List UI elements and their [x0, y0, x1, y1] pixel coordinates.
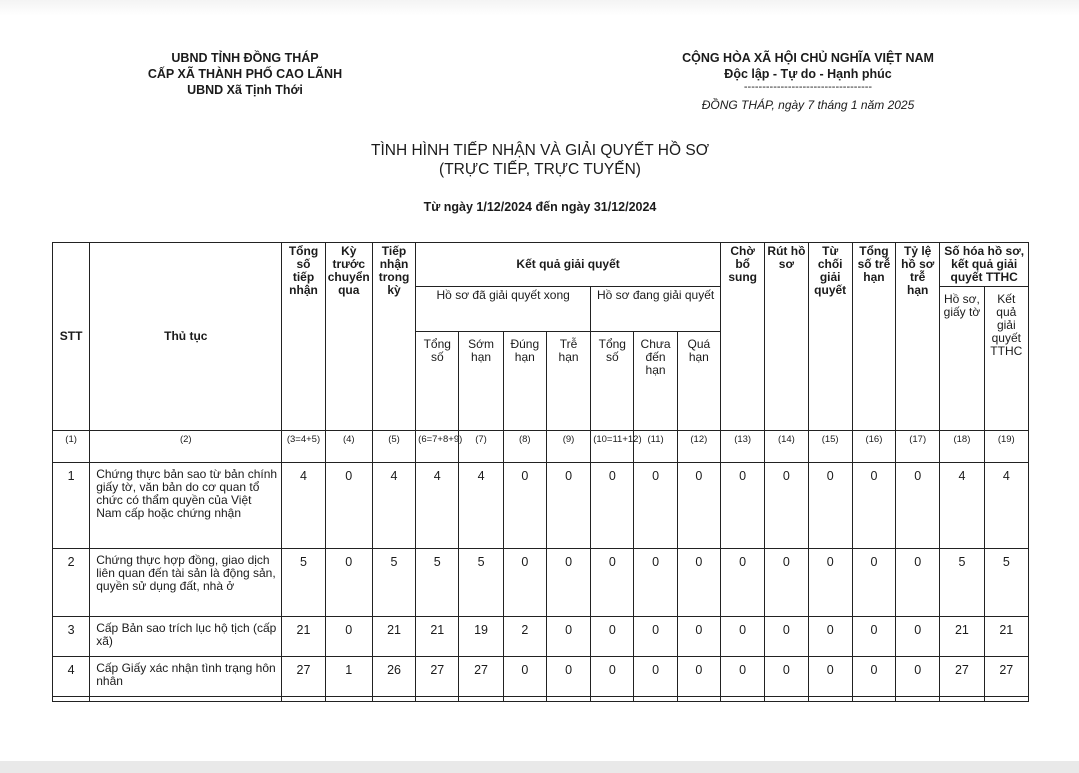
- column-number-cell: (10=11+12): [591, 431, 634, 463]
- row-value-cell: 5: [282, 549, 325, 617]
- row-value-cell: 0: [634, 549, 677, 617]
- table-row: [53, 463, 1029, 549]
- table-row: [53, 549, 1029, 617]
- table-body: [53, 463, 1029, 697]
- row-value-cell: 0: [591, 463, 634, 549]
- authority-line-2: CẤP XÃ THÀNH PHỐ CAO LÃNH: [147, 67, 343, 81]
- row-value-cell: 4: [372, 463, 415, 549]
- row-value-cell: 26: [372, 657, 415, 697]
- row-value-cell: 21: [282, 617, 325, 657]
- authority-line-3: UBND Xã Tịnh Thới: [187, 83, 303, 97]
- col-not-due-header: Chưa đến hạn: [634, 332, 677, 431]
- row-value-cell: 4: [984, 463, 1028, 549]
- column-number-cell: (18): [940, 431, 984, 463]
- row-value-cell: 21: [984, 617, 1028, 657]
- col-stt-header: STT: [53, 243, 90, 431]
- row-value-cell: 0: [591, 617, 634, 657]
- row-value-cell: 0: [677, 657, 720, 697]
- table-row: [53, 657, 1029, 697]
- row-value-cell: 0: [765, 657, 808, 697]
- document-date: ĐỒNG THÁP, ngày 7 tháng 1 năm 2025: [701, 98, 915, 112]
- row-value-cell: 0: [503, 657, 546, 697]
- report-title-line-1: TÌNH HÌNH TIẾP NHẬN VÀ GIẢI QUYẾT HỒ SƠ: [371, 142, 709, 159]
- row-value-cell: 0: [591, 657, 634, 697]
- row-value-cell: 0: [503, 463, 546, 549]
- row-value-cell: 27: [984, 657, 1028, 697]
- row-value-cell: 0: [852, 617, 895, 657]
- row-value-cell: 0: [808, 549, 852, 617]
- row-value-cell: 0: [546, 549, 590, 617]
- row-value-cell: 0: [808, 617, 852, 657]
- col-procedure-header: Thủ tục: [90, 243, 282, 431]
- column-number-cell: (15): [808, 431, 852, 463]
- row-value-cell: 0: [765, 463, 808, 549]
- national-motto-block: [650, 50, 966, 113]
- report-title: [200, 141, 880, 179]
- row-stt: 1: [53, 463, 90, 549]
- column-number-cell: (14): [765, 431, 808, 463]
- col-digitization-header: Số hóa hồ sơ, kết quả giải quyết TTHC: [940, 243, 1029, 287]
- column-number-cell: (7): [459, 431, 503, 463]
- row-value-cell: 0: [503, 549, 546, 617]
- col-on-time-header: Đúng hạn: [503, 332, 546, 431]
- row-value-cell: 0: [546, 463, 590, 549]
- row-value-cell: 0: [721, 549, 765, 617]
- row-value-cell: 0: [634, 657, 677, 697]
- column-number-row: [53, 431, 1029, 463]
- row-value-cell: 0: [325, 549, 372, 617]
- col-total-late-header: Tổng số trễ hạn: [852, 243, 895, 431]
- col-in-progress-total-header: Tổng số: [591, 332, 634, 431]
- row-value-cell: 21: [416, 617, 459, 657]
- row-stt: 3: [53, 617, 90, 657]
- row-value-cell: 0: [546, 617, 590, 657]
- row-value-cell: 0: [677, 617, 720, 657]
- row-value-cell: 0: [634, 463, 677, 549]
- col-total-received-header: Tổng số tiếp nhận: [282, 243, 325, 431]
- row-value-cell: 4: [282, 463, 325, 549]
- column-number-cell: (16): [852, 431, 895, 463]
- row-value-cell: 0: [721, 617, 765, 657]
- country-name: CỘNG HÒA XÃ HỘI CHỦ NGHĨA VIỆT NAM: [682, 51, 934, 65]
- row-procedure-name: Cấp Bản sao trích lục hộ tịch (cấp xã): [90, 617, 282, 657]
- authority-line-1: UBND TỈNH ĐỒNG THÁP: [171, 51, 319, 65]
- row-value-cell: 5: [416, 549, 459, 617]
- column-number-cell: (4): [325, 431, 372, 463]
- row-value-cell: 5: [372, 549, 415, 617]
- row-value-cell: 0: [721, 657, 765, 697]
- col-carried-over-header: Kỳ trước chuyển qua: [325, 243, 372, 431]
- row-value-cell: 0: [634, 617, 677, 657]
- row-value-cell: 0: [896, 617, 940, 657]
- row-value-cell: 27: [459, 657, 503, 697]
- report-title-line-2: (TRỰC TIẾP, TRỰC TUYẾN): [439, 161, 641, 178]
- row-value-cell: 0: [808, 463, 852, 549]
- issuing-authority-block: [140, 50, 350, 98]
- row-value-cell: 21: [372, 617, 415, 657]
- row-value-cell: 27: [282, 657, 325, 697]
- column-number-cell: (1): [53, 431, 90, 463]
- header-row-1: [53, 243, 1029, 287]
- col-received-in-period-header: Tiếp nhận trong kỳ: [372, 243, 415, 431]
- row-value-cell: 2: [503, 617, 546, 657]
- col-results-header: Kết quả giải quyết: [416, 243, 721, 287]
- row-value-cell: 4: [459, 463, 503, 549]
- viewer-bottom-edge: [0, 761, 1079, 773]
- row-procedure-name: Cấp Giấy xác nhận tình trạng hôn nhân: [90, 657, 282, 697]
- row-value-cell: 0: [721, 463, 765, 549]
- column-number-cell: (13): [721, 431, 765, 463]
- column-number-cell: (8): [503, 431, 546, 463]
- report-table: [52, 242, 1029, 702]
- row-value-cell: 0: [896, 657, 940, 697]
- row-value-cell: 27: [416, 657, 459, 697]
- row-value-cell: 21: [940, 617, 984, 657]
- row-value-cell: 5: [459, 549, 503, 617]
- column-number-cell: (6=7+8+9): [416, 431, 459, 463]
- row-value-cell: 0: [677, 549, 720, 617]
- row-value-cell: 4: [416, 463, 459, 549]
- motto-divider: -----------------------------------: [743, 81, 873, 93]
- row-value-cell: 0: [591, 549, 634, 617]
- row-value-cell: 0: [896, 463, 940, 549]
- blank-row: [53, 697, 1029, 702]
- row-value-cell: 0: [677, 463, 720, 549]
- report-period: Từ ngày 1/12/2024 đến ngày 31/12/2024: [423, 200, 657, 214]
- row-value-cell: 0: [325, 617, 372, 657]
- viewer-top-edge: [0, 0, 1079, 16]
- row-value-cell: 19: [459, 617, 503, 657]
- col-digitized-documents-header: Hồ sơ, giấy tờ: [940, 287, 984, 431]
- row-value-cell: 0: [852, 463, 895, 549]
- col-late-header: Trễ hạn: [546, 332, 590, 431]
- row-value-cell: 4: [940, 463, 984, 549]
- column-number-cell: (3=4+5): [282, 431, 325, 463]
- row-value-cell: 27: [940, 657, 984, 697]
- row-value-cell: 0: [808, 657, 852, 697]
- col-digitized-results-header: Kết quả giải quyết TTHC: [984, 287, 1028, 431]
- col-completed-group-header: Hồ sơ đã giải quyết xong: [416, 287, 591, 332]
- col-withdrawn-header: Rút hồ sơ: [765, 243, 808, 431]
- row-value-cell: 0: [765, 549, 808, 617]
- col-in-progress-group-header: Hồ sơ đang giải quyết: [591, 287, 721, 332]
- column-number-cell: (9): [546, 431, 590, 463]
- row-value-cell: 5: [984, 549, 1028, 617]
- row-procedure-name: Chứng thực bản sao từ bản chính giấy tờ, văn bản do cơ quan tổ chức có thẩm quyền của Việt Nam cấp hoặc chứng nhận: [90, 463, 282, 549]
- row-value-cell: 0: [852, 657, 895, 697]
- column-number-cell: (12): [677, 431, 720, 463]
- column-number-cell: (5): [372, 431, 415, 463]
- col-late-rate-header: Tỷ lệ hồ sơ trễ hạn: [896, 243, 940, 431]
- row-stt: 4: [53, 657, 90, 697]
- column-number-cell: (11): [634, 431, 677, 463]
- row-value-cell: 5: [940, 549, 984, 617]
- row-value-cell: 0: [765, 617, 808, 657]
- row-value-cell: 0: [896, 549, 940, 617]
- row-value-cell: 1: [325, 657, 372, 697]
- col-overdue-header: Quá hạn: [677, 332, 720, 431]
- row-value-cell: 0: [546, 657, 590, 697]
- col-completed-total-header: Tổng số: [416, 332, 459, 431]
- row-procedure-name: Chứng thực hợp đồng, giao dịch liên quan đến tài sản là động sản, quyền sử dụng đất, nhà ở: [90, 549, 282, 617]
- col-rejected-header: Từ chối giải quyết: [808, 243, 852, 431]
- col-early-header: Sớm hạn: [459, 332, 503, 431]
- column-number-cell: (2): [90, 431, 282, 463]
- motto: Độc lập - Tự do - Hạnh phúc: [724, 67, 892, 81]
- row-value-cell: 0: [325, 463, 372, 549]
- table-row: [53, 617, 1029, 657]
- column-number-cell: (19): [984, 431, 1028, 463]
- col-pending-supplement-header: Chờ bổ sung: [721, 243, 765, 431]
- row-value-cell: 0: [852, 549, 895, 617]
- row-stt: 2: [53, 549, 90, 617]
- column-number-cell: (17): [896, 431, 940, 463]
